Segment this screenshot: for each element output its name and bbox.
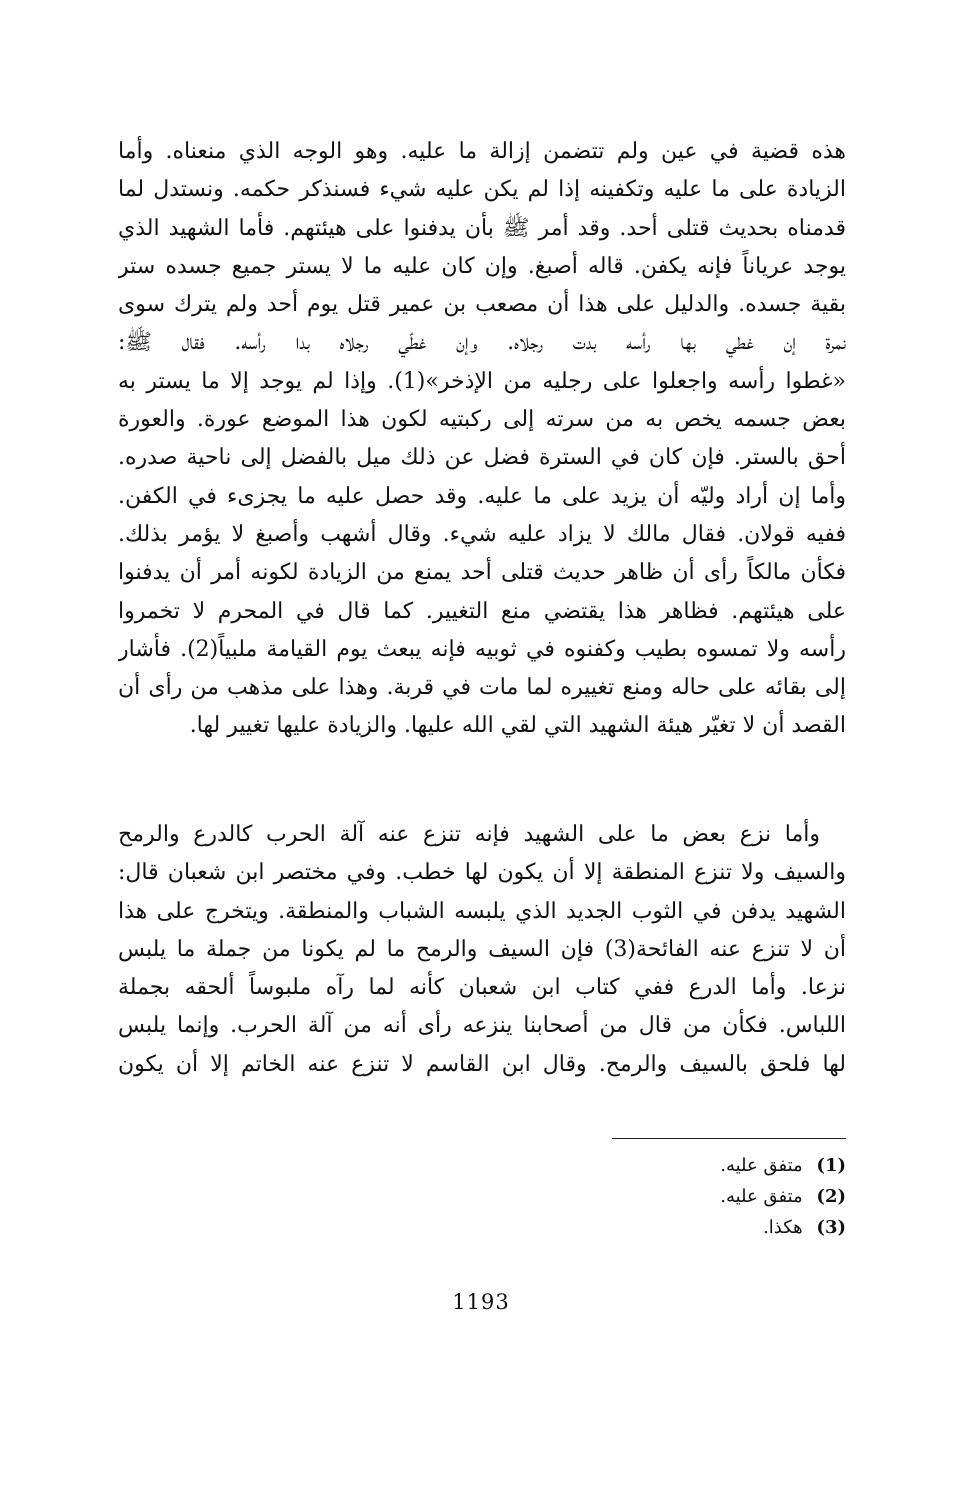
text-line: على هيئتهم. فظاهر هذا يقتضي منع التغيير. كما قال في المحرم لا تخمروا — [118, 598, 846, 624]
footnotes — [600, 1150, 846, 1243]
text-line: «غطوا رأسه واجعلوا على رجليه من الإذخر»(1). وإذا لم يوجد إلا ما يستر به — [118, 368, 846, 394]
page-number: 1193 — [452, 1290, 510, 1314]
footnote-1 — [600, 1150, 846, 1181]
text-line: نزعا. وأما الدرع ففي كتاب ابن شعبان كأنه لما رآه ملبوساً ألحقه بجملة — [118, 975, 846, 1001]
footnote-3 — [600, 1212, 846, 1243]
body-paragraph-1 — [118, 133, 846, 746]
text-line: فكأن مالكاً رأى أن ظاهر حديث قتلى أحد يمنع من الزيادة لكونه أمر أن يدفنوا — [118, 560, 846, 586]
text-line: اللباس. فكأن من قال من أصحابنا ينزعه رأى أنه من آلة الحرب. وإنما يلبس — [118, 1013, 846, 1039]
text-line: نمرة إن غطي بها رأسه بدت رجلاه. وإن غطّي رجلاه بدا رأسه. فقال ﷺ: — [118, 330, 846, 356]
footnote-text: متفق عليه. — [720, 1155, 803, 1176]
text-line: الزيادة على ما عليه وتكفينه إذا لم يكن عليه شيء فسنذكر حكمه. ونستدل لما — [118, 177, 846, 203]
text-line: رأسه ولا تمسوه بطيب وكفنوه في ثوبيه فإنه يبعث يوم القيامة ملبياً(2). فأشار — [118, 636, 846, 662]
footnote-number: (3) — [816, 1217, 846, 1238]
footnote-text: متفق عليه. — [720, 1186, 803, 1207]
footnote-number: (2) — [816, 1186, 846, 1207]
text-line: لها فلحق بالسيف والرمح. وقال ابن القاسم لا تنزع عنه الخاتم إلا أن يكون — [118, 1051, 846, 1077]
footnote-number: (1) — [816, 1155, 846, 1176]
text-line: الشهيد يدفن في الثوب الجديد الذي يلبسه الشباب والمنطقة. ويتخرج على هذا — [118, 898, 846, 924]
text-line: بقية جسده. والدليل على هذا أن مصعب بن عمير قتل يوم أحد ولم يترك سوى — [118, 292, 846, 318]
text-line: والسيف ولا تنزع المنطقة إلا أن يكون لها خطب. وفي مختصر ابن شعبان قال: — [118, 860, 846, 886]
text-line: القصد أن لا تغيّر هيئة الشهيد التي لقي الله عليها. والزيادة عليها تغيير لها. — [189, 713, 846, 739]
footnote-divider — [612, 1138, 846, 1139]
text-line: هذه قضية في عين ولم تتضمن إزالة ما عليه. وهو الوجه الذي منعناه. وأما — [118, 139, 846, 164]
text-line: بعض جسمه يخص به من سرته إلى ركبتيه لكون هذا الموضع عورة. والعورة — [118, 407, 846, 433]
text-line: أحق بالستر. فإن كان في السترة فضل عن ذلك ميل بالفضل إلى ناحية صدره. — [118, 445, 846, 471]
footnote-2 — [600, 1181, 846, 1212]
text-line: يوجد عرياناً فإنه يكفن. قاله أصبغ. وإن كان عليه ما لا يستر جميع جسده ستر — [118, 253, 846, 279]
text-line: قدمناه بحديث قتلى أحد. وقد أمر ﷺ بأن يدفنوا على هيئتهم. فأما الشهيد الذي — [118, 215, 846, 241]
text-line: وأما نزع بعض ما على الشهيد فإنه تنزع عنه آلة الحرب كالدرع والرمح — [118, 822, 820, 847]
text-line: إلى بقائه على حاله ومنع تغييره لما مات في قربة. وهذا على مذهب من رأى أن — [118, 675, 846, 701]
body-paragraph-2 — [118, 816, 846, 1084]
text-line: وأما إن أراد وليّه أن يزيد على ما عليه. وقد حصل عليه ما يجزىء في الكفن. — [118, 483, 846, 509]
footnote-text: هكذا. — [763, 1217, 803, 1238]
text-line: ففيه قولان. فقال مالك لا يزاد عليه شيء. وقال أشهب وأصبغ لا يؤمر بذلك. — [118, 521, 846, 547]
text-line: أن لا تنزع عنه الفائحة(3) فإن السيف والرمح ما لم يكونا من جملة ما يلبس — [118, 936, 846, 962]
